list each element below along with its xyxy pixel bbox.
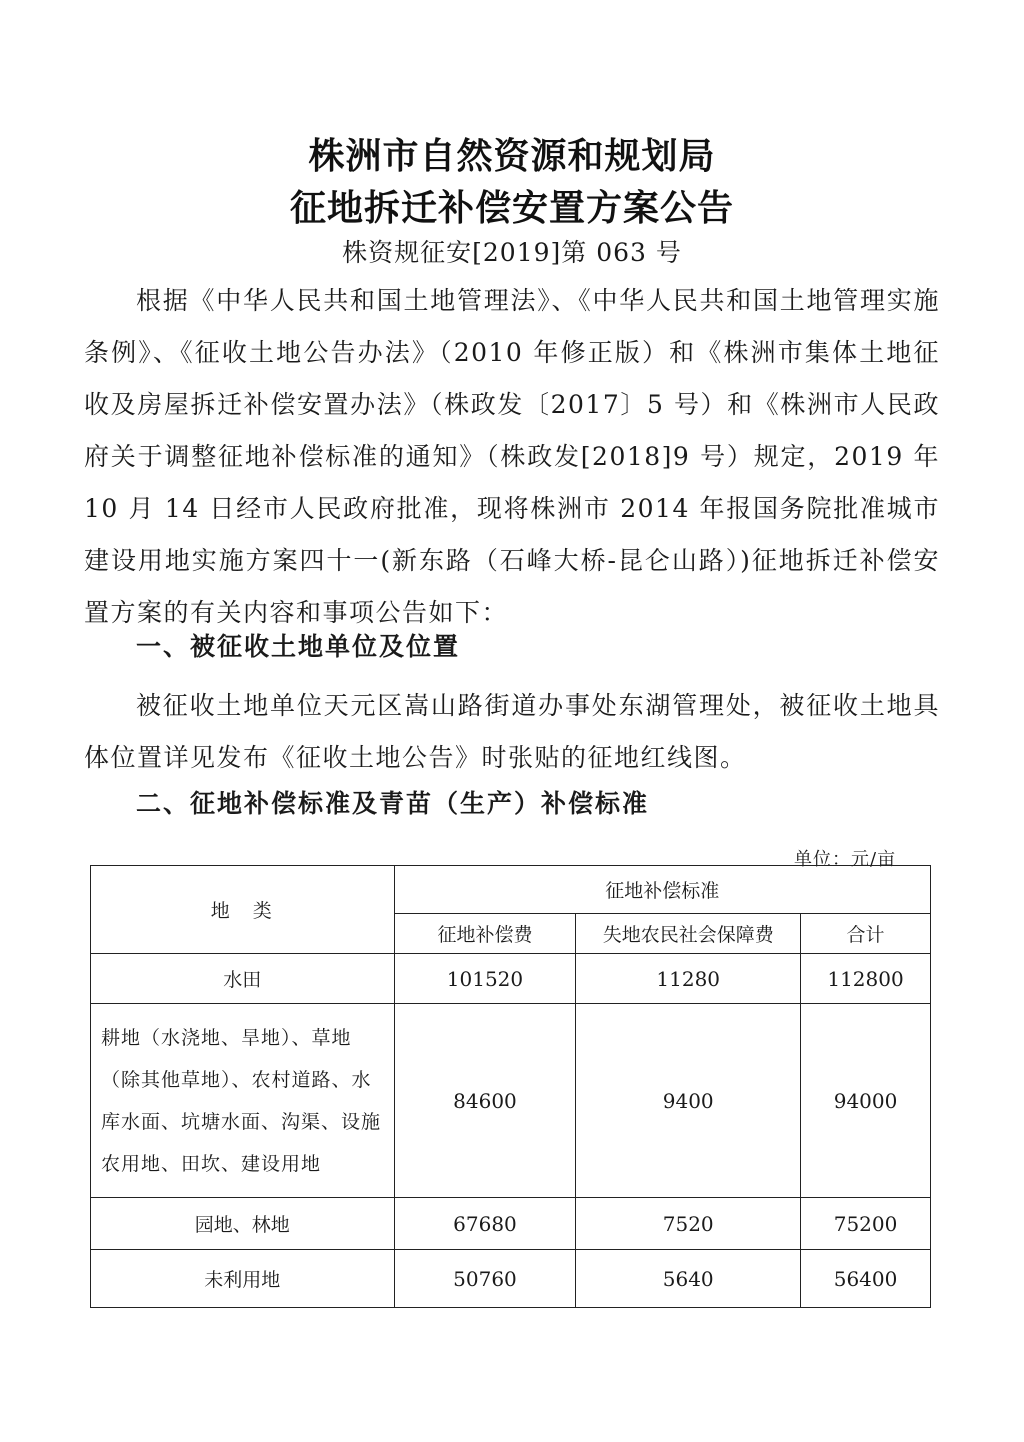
row-total: 94000 [801, 1004, 931, 1198]
header-group: 征地补偿标准 [394, 866, 930, 914]
header-category: 地 类 [91, 866, 395, 954]
header-social-security: 失地农民社会保障费 [576, 914, 801, 954]
row-compensation: 67680 [394, 1198, 576, 1250]
intro-paragraph: 根据《中华人民共和国土地管理法》、《中华人民共和国土地管理实施条例》、《征收土地公告办法》（2010 年修正版）和《株洲市集体土地征收及房屋拆迁补偿安置办法》（株政发〔2017〕5 号）和《株洲市人民政府关于调整征地补偿标准的通知》（株政发[2018]9 号）规定，2019 年 10 月 14 日经市人民政府批准，现将株洲市 2014 年报国务院批准城市建设用地实施方案四十一(新东路（石峰大桥-昆仑山路）)征地拆迁补偿安置方案的有关内容和事项公告如下： [84, 286, 940, 627]
section-1-heading: 一、被征收土地单位及位置 [136, 632, 461, 661]
row-social-security: 11280 [576, 954, 801, 1004]
table-row [91, 1198, 931, 1250]
header-total: 合计 [801, 914, 931, 954]
row-compensation: 50760 [394, 1250, 576, 1308]
row-compensation: 101520 [394, 954, 576, 1004]
row-total: 56400 [801, 1250, 931, 1308]
table-row [91, 1250, 931, 1308]
section-1-body: 被征收土地单位天元区嵩山路街道办事处东湖管理处，被征收土地具体位置详见发布《征收土地公告》时张贴的征地红线图。 [84, 691, 940, 772]
table-row [91, 954, 931, 1004]
row-total: 75200 [801, 1198, 931, 1250]
unit-label: 单位：元/亩 [794, 849, 897, 870]
row-category: 水田 [91, 954, 395, 1004]
section-2-heading: 二、征地补偿标准及青苗（生产）补偿标准 [136, 789, 650, 818]
row-social-security: 5640 [576, 1250, 801, 1308]
header-compensation: 征地补偿费 [394, 914, 576, 954]
row-social-security: 9400 [576, 1004, 801, 1198]
title-line-2: 征地拆迁补偿安置方案公告 [289, 188, 734, 229]
table-row [91, 1004, 931, 1198]
row-compensation: 84600 [394, 1004, 576, 1198]
row-category: 耕地（水浇地、旱地）、草地（除其他草地）、农村道路、水库水面、坑塘水面、沟渠、设施农用地、田坎、建设用地 [91, 1004, 395, 1198]
row-category: 园地、林地 [91, 1198, 395, 1250]
title-line-1: 株洲市自然资源和规划局 [308, 136, 716, 177]
document-number: 株资规征安[2019]第 063 号 [342, 238, 682, 267]
table-header-row [91, 866, 931, 914]
row-category: 未利用地 [91, 1250, 395, 1308]
row-social-security: 7520 [576, 1198, 801, 1250]
compensation-table [90, 865, 931, 1308]
row-total: 112800 [801, 954, 931, 1004]
